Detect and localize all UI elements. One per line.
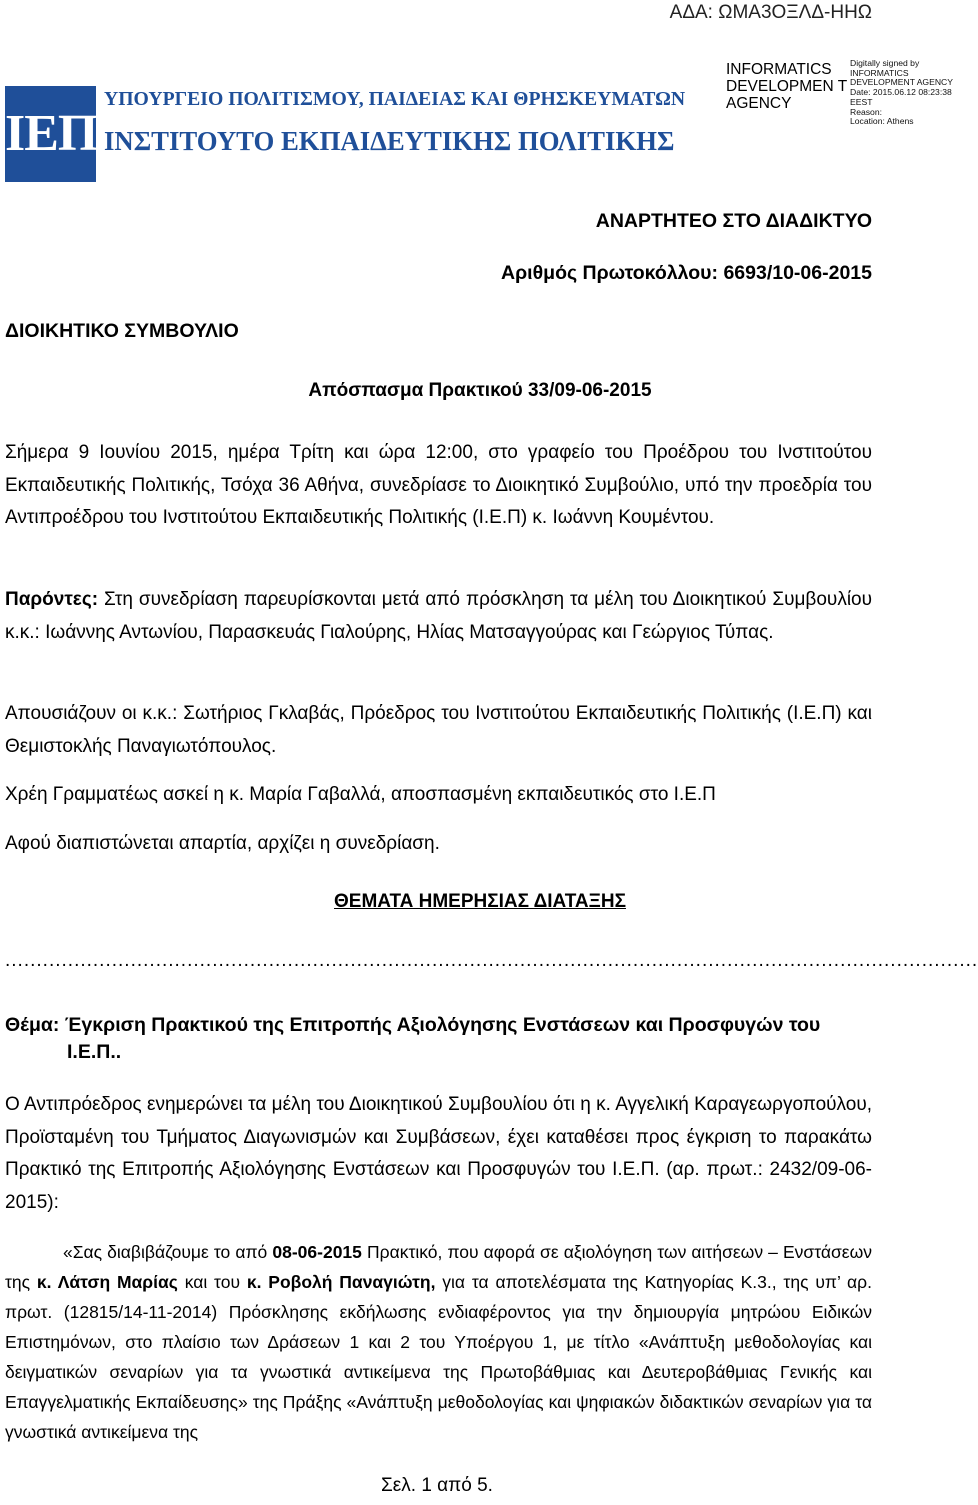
posting-notice: ΑΝΑΡΤΗΤΕΟ ΣΤΟ ΔΙΑΔΙΚΤΥΟ: [595, 210, 872, 232]
signature-line: Reason:: [850, 106, 883, 117]
quote-text: για τα αποτελέσματα της Κατηγορίας Κ.3., της υπ’ αρ. πρωτ. (12815/14-11-2014) Πρόσκλησης εκδήλωσης ενδιαφέροντος για την δημιουργία μητρώου Ειδικών Επιστημόνων, στο πλαίσιο των Δράσεων 1 και 2 του Υποέργου 1, με τίτλο «Ανάπτυξη μεθοδολογίας και δειγματικών σεναρίων για τα γνωστικά αντικείμενα της Πρωτοβάθμιας και Δευτεροβάθμιας Γενικής και Επαγγελματικής Εκπαίδευσης» της Πράξης «Ανάπτυξη μεθοδολογίας και ψηφιακών διδακτικών σεναρίων για τα γνωστικά αντικείμενα της: [5, 1272, 872, 1442]
logo-ministry: ΥΠΟΥΡΓΕΙΟ ΠΟΛΙΤΙΣΜΟΥ, ΠΑΙΔΕΙΑΣ ΚΑΙ ΘΡΗΣΚΕΥΜΑΤΩΝ: [104, 88, 686, 110]
signature-line: Location: Athens: [850, 116, 914, 127]
institute-logo: [5, 86, 686, 182]
report-paragraph: Ο Αντιπρόεδρος ενημερώνει τα μέλη του Διοικητικού Συμβουλίου ότι η κ. Αγγελική Καραγεωργοπούλου, Προϊσταμένη του Τμήματος Διαγωνισμών και Συμβάσεων, έχει καταθέσει προς έγκριση το παρακάτω Πρακτικό της Επιτροπής Αξιολόγησης Ενστάσεων και Προσφυγών του Ι.Ε.Π. (αρ. πρωτ.: 2432/09-06-2015):: [5, 1094, 872, 1213]
intro-paragraph: Σήμερα 9 Ιουνίου 2015, ημέρα Τρίτη και ώρα 12:00, στο γραφείο του Προέδρου του Ινστιτούτου Εκπαιδευτικής Πολιτικής, Τσόχα 36 Αθήνα, συνεδρίασε το Διοικητικό Συμβούλιο, υπό την προεδρία του Αντιπροέδρου του Ινστιτούτου Εκπαιδευτικής Πολιτικής (Ι.Ε.Π) κ. Ιωάννη Κουμέντου.: [5, 442, 872, 528]
present-label: Παρόντες:: [5, 589, 99, 610]
minutes-extract-title: Απόσπασμα Πρακτικού 33/09-06-2015: [308, 380, 652, 401]
present-text: Στη συνεδρίαση παρευρίσκονται μετά από πρόσκληση τα μέλη του Διοικητικού Συμβουλίου κ.κ.: Ιωάννης Αντωνίου, Παρασκευάς Γιαλούρης, Ηλίας Ματσαγγούρας και Γεώργιος Τύπας.: [5, 589, 872, 643]
logo-acronym: ΙΕΠ: [5, 86, 96, 182]
signer-name: INFORMATICS DEVELOPMEN T AGENCY: [726, 61, 847, 112]
subject-heading-code: Ι.Ε.Π..: [67, 1041, 122, 1063]
signature-line: Date: 2015.06.12 08:23:38: [850, 87, 952, 98]
logo-institute: ΙΝΣΤΙΤΟΥΤΟ ΕΚΠΑΙΔΕΥΤΙΚΗΣ ΠΟΛΙΤΙΚΗΣ: [104, 126, 675, 156]
quote-text: Πρακτικό, που αφορά σε αξιολόγηση των αιτήσεων – Ενστάσεων της: [5, 1242, 872, 1292]
present-members-paragraph: [5, 584, 872, 649]
quoted-minutes-paragraph: [5, 1237, 872, 1447]
signature-line: DEVELOPMENT AGENCY: [850, 77, 953, 88]
quote-text: «Σας διαβιβάζουμε το από: [63, 1242, 273, 1262]
quote-name: κ. Λάτση Μαρίας: [36, 1272, 178, 1292]
signature-line: Digitally signed by: [850, 58, 920, 68]
board-title: ΔΙΟΙΚΗΤΙΚΟ ΣΥΜΒΟΥΛΙΟ: [5, 320, 239, 342]
protocol-number: Αριθμός Πρωτοκόλλου: 6693/10-06-2015: [501, 262, 872, 284]
dotted-separator: ...........................................................................................................................................................: [5, 950, 978, 971]
page-number: Σελ. 1 από 5.: [381, 1475, 493, 1496]
digital-signature-details: [850, 59, 962, 127]
quote-date: 08-06-2015: [272, 1242, 362, 1262]
quote-name: κ. Ροβολή Παναγιώτη,: [246, 1272, 436, 1292]
signature-line: EEST: [850, 96, 873, 107]
ada-code: ΑΔΑ: ΩΜΑ3ΟΞΛΔ-ΗΗΩ: [669, 2, 872, 23]
secretary-line: Χρέη Γραμματέως ασκεί η κ. Μαρία Γαβαλλά, αποσπασμένη εκπαιδευτικός στο Ι.Ε.Π: [5, 784, 716, 805]
absent-members-paragraph: Απουσιάζουν οι κ.κ.: Σωτήριος Γκλαβάς, Πρόεδρος του Ινστιτούτου Εκπαιδευτικής Πολιτικής (Ι.Ε.Π) και Θεμιστοκλής Παναγιωτόπουλος.: [5, 703, 872, 757]
subject-heading: Θέμα: Έγκριση Πρακτικού της Επιτροπής Αξιολόγησης Ενστάσεων και Προσφυγών του: [5, 1014, 821, 1036]
quote-text: και του: [177, 1272, 247, 1292]
signature-line: INFORMATICS: [850, 67, 909, 78]
agenda-heading: ΘΕΜΑΤΑ ΗΜΕΡΗΣΙΑΣ ΔΙΑΤΑΞΗΣ: [334, 891, 626, 912]
quorum-line: Αφού διαπιστώνεται απαρτία, αρχίζει η συνεδρίαση.: [5, 833, 440, 854]
